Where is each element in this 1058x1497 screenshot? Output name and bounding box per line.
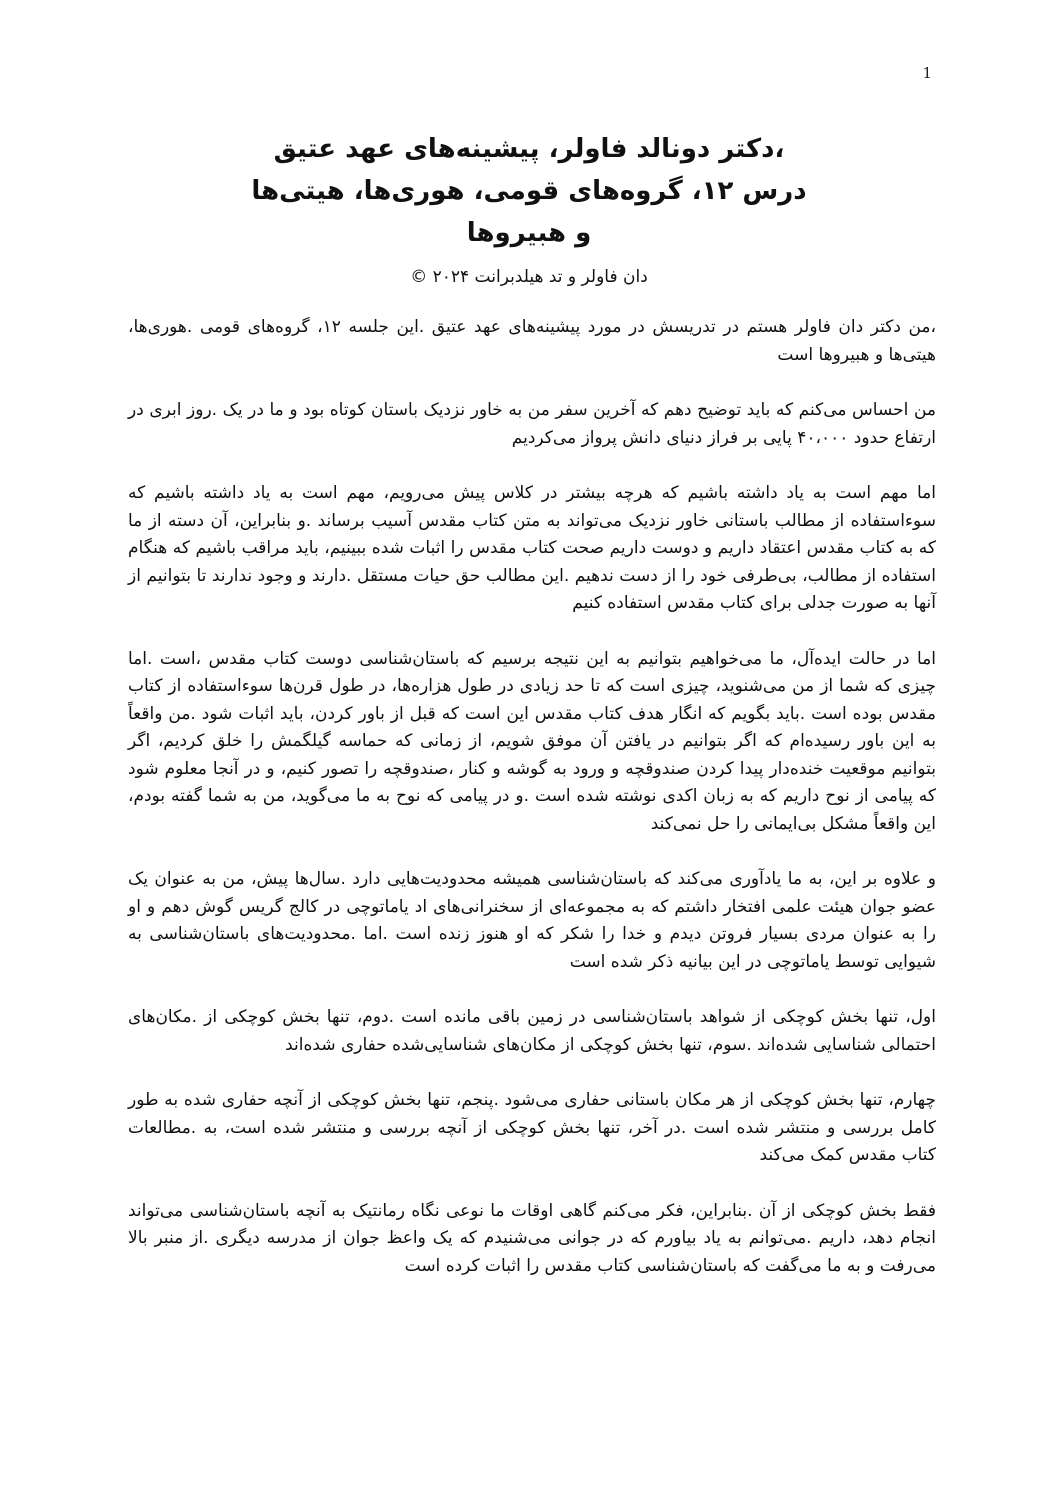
paragraph-7: چهارم، تنها بخش کوچکی از هر مکان باستانی حفاری می‌شود .پنجم، تنها بخش کوچکی از آنچه حفاری شده به طور کامل بررسی و منتشر شده است .در آخر، تنها بخش کوچکی از آنچه بررسی و منتشر شده است، به .مطالعات کتاب مقدس کمک می‌کند [128, 1090, 936, 1165]
paragraph-3: اما مهم است به یاد داشته باشیم که هرچه بیشتر در کلاس پیش می‌رویم، مهم است به یاد داشته باشیم که سوءاستفاده از مطالب باستانی خاور نزدیک می‌تواند به متن کتاب مقدس آسیب برساند .و بنابراین، آن دسته از ما که به کتاب مقدس اعتقاد داریم و دوست داریم صحت کتاب مقدس را اثبات شده ببینیم، باید مراقب باشیم که هنگام استفاده از مطالب، بی‌طرفی خود را از دست ندهیم .این مطالب حق حیات مستقل .دارند و وجود ندارند تا بتوانیم از آنها به صورت جدلی برای کتاب مقدس استفاده کنیم [128, 483, 936, 613]
paragraph-8: فقط بخش کوچکی از آن .بنابراین، فکر می‌کنم گاهی اوقات ما نوعی نگاه رمانتیک به آنچه باستان‌شناسی می‌تواند انجام دهد، داریم .می‌توانم به یاد بیاورم که در جوانی می‌شنیدم که یک واعظ جوان از مدرسه دیگری .از منبر بالا می‌رفت و به ما می‌گفت که باستان‌شناسی کتاب مقدس را اثبات کرده است [128, 1200, 936, 1276]
paragraph-2: من احساس می‌کنم که باید توضیح دهم که آخرین سفر من به خاور نزدیک باستان کوتاه بود و ما در یک .روز ابری در ارتفاع حدود ۴۰،۰۰۰ پایی بر فراز دنیای دانش پرواز می‌کردیم [128, 400, 936, 448]
paragraph-5: و علاوه بر این، به ما یادآوری می‌کند که باستان‌شناسی همیشه محدودیت‌هایی دارد .سال‌ها پیش، من به عنوان یک عضو جوان هیئت علمی افتخار داشتم که به مجموعه‌ای از سخنرانی‌های اد یاماتوچی در کالج گریس گوش دهم و او را به عنوان مردی بسیار فروتن دیدم و خدا را شکر که او هنوز زنده است .اما .محدودیت‌های باستان‌شناسی به شیوایی توسط یاماتوچی در این بیانیه ذکر شده است [128, 869, 936, 972]
title-line-2: درس ۱۲، گروه‌های قومی، هوری‌ها، هیتی‌ها [251, 176, 807, 206]
paragraph-1: ،من دکتر دان فاولر هستم در تدریسش در مورد پیشینه‌های عهد عتیق .این جلسه ۱۲، گروه‌های قومی .هوری‌ها، هیتی‌ها و هبیروها است [128, 317, 936, 365]
title-line-3: و هبیروها [466, 218, 592, 248]
document-header [0, 128, 1058, 290]
paragraph-4: اما در حالت ایده‌آل، ما می‌خواهیم بتوانیم به این نتیجه برسیم که باستان‌شناسی دوست کتاب مقدس ،است .اما چیزی که شما از من می‌شنوید، چیزی است که تا حد زیادی در طول هزاره‌ها، در طول قرن‌ها سوءاستفاده از کتاب مقدس بوده است .باید بگویم که انگار هدف کتاب مقدس این است که قبل از باور کردن، باید اثبات شود .من واقعاً به این باور رسیده‌ام که اگر بتوانیم در یافتن آن موفق شویم، از زمانی که حماسه گیلگمش را خلق کردیم، اگر بتوانیم موقعیت خنده‌دار پیدا کردن صندوقچه و ورود به گوشه و کنار ،صندوقچه را تصور کنیم، و در آنجا معلوم شود که پیامی از نوح داریم که به زبان اکدی نوشته شده است .و در پیامی که نوح به ما می‌گوید، من به شما گفته بودم، این واقعاً مشکل بی‌ایمانی را حل نمی‌کند [128, 648, 936, 834]
title-line-1: ،دکتر دونالد فاولر، پیشینه‌های عهد عتیق [273, 134, 785, 164]
document-body [128, 314, 936, 1308]
paragraph-6: اول، تنها بخش کوچکی از شواهد باستان‌شناسی در زمین باقی مانده است .دوم، تنها بخش کوچکی از .مکان‌های احتمالی شناسایی شده‌اند .سوم، تنها بخش کوچکی از مکان‌های شناسایی‌شده حفاری شده‌اند [128, 1007, 936, 1055]
page-number: 1 [922, 64, 932, 82]
author-copyright-line: دان فاولر و تد هیلدبرانت ۲۰۲۴ © [410, 267, 648, 287]
